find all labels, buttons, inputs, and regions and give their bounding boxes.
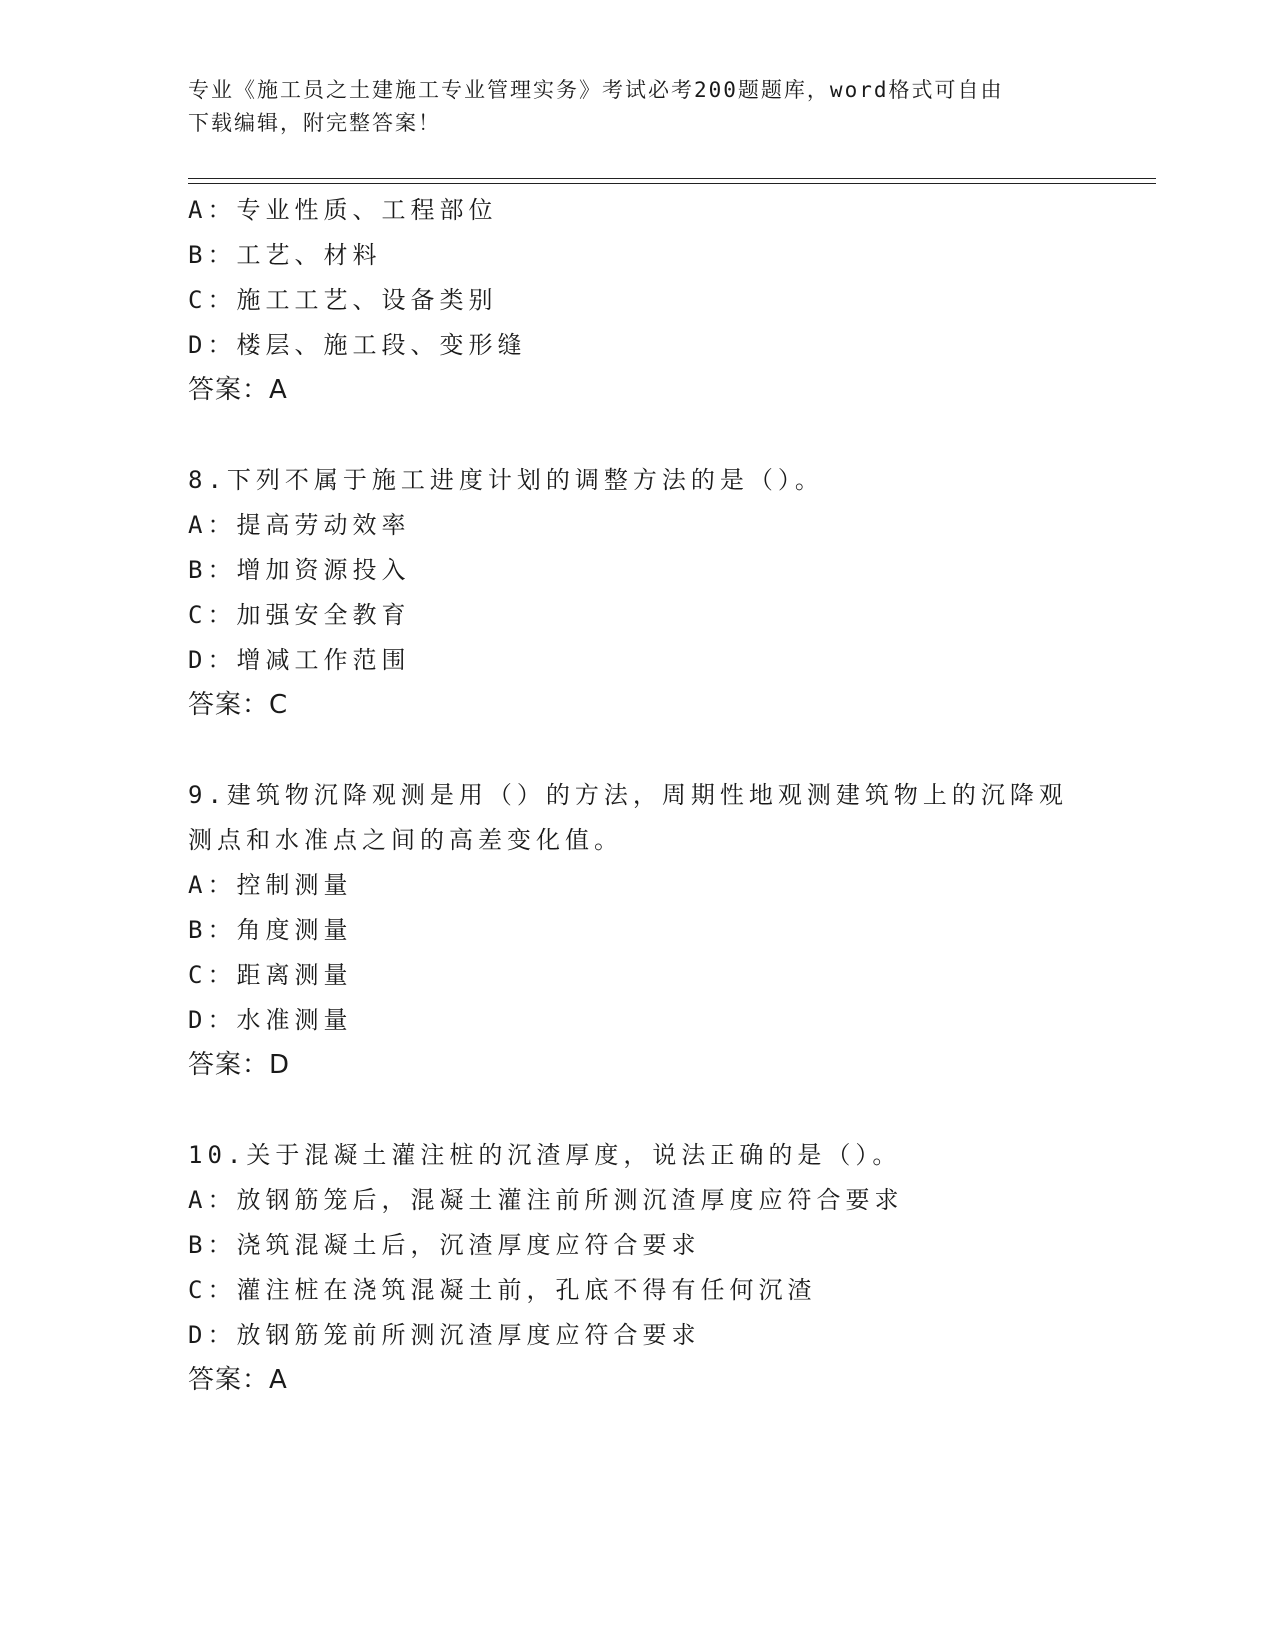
q10-option-c: C：灌注桩在浇筑混凝土前，孔底不得有任何沉渣 — [188, 1276, 817, 1304]
q7-option-d: D：楼层、施工段、变形缝 — [188, 331, 527, 359]
q8-option-b: B：增加资源投入 — [188, 556, 411, 584]
q9-option-a: A：控制测量 — [188, 871, 353, 899]
q10-option-a: A：放钢筋笼后，混凝土灌注前所测沉渣厚度应符合要求 — [188, 1186, 904, 1214]
q10-option-d: D：放钢筋笼前所测沉渣厚度应符合要求 — [188, 1321, 701, 1349]
header-rule-bottom — [188, 183, 1156, 184]
header-rule-top — [188, 178, 1156, 179]
q8-option-c: C：加强安全教育 — [188, 601, 411, 629]
q10-option-b: B：浇筑混凝土后，沉渣厚度应符合要求 — [188, 1231, 701, 1259]
q9-option-b: B：角度测量 — [188, 916, 353, 944]
q9-option-c: C：距离测量 — [188, 961, 353, 989]
q7-option-a: A：专业性质、工程部位 — [188, 196, 498, 224]
q7-answer: 答案：A — [188, 375, 288, 405]
q7-option-b: B：工艺、材料 — [188, 241, 382, 269]
q10-stem: 10.关于混凝土灌注桩的沉渣厚度，说法正确的是（）。 — [188, 1141, 902, 1169]
q9-stem-line-2: 测点和水准点之间的高差变化值。 — [188, 826, 623, 854]
header-line-2: 下载编辑，附完整答案！ — [188, 111, 441, 135]
q9-answer: 答案：D — [188, 1050, 291, 1080]
q8-option-a: A：提高劳动效率 — [188, 511, 411, 539]
q9-stem-line-1: 9.建筑物沉降观测是用（）的方法，周期性地观测建筑物上的沉降观 — [188, 781, 1068, 809]
q8-option-d: D：增减工作范围 — [188, 646, 411, 674]
q8-answer: 答案：C — [188, 690, 289, 720]
q7-option-c: C：施工工艺、设备类别 — [188, 286, 498, 314]
q9-option-d: D：水准测量 — [188, 1006, 353, 1034]
q10-answer: 答案：A — [188, 1365, 288, 1395]
q8-stem: 8.下列不属于施工进度计划的调整方法的是（）。 — [188, 466, 824, 494]
document-header — [188, 74, 1088, 140]
header-line-1: 专业《施工员之土建施工专业管理实务》考试必考200题题库，word格式可自由 — [188, 78, 1004, 102]
